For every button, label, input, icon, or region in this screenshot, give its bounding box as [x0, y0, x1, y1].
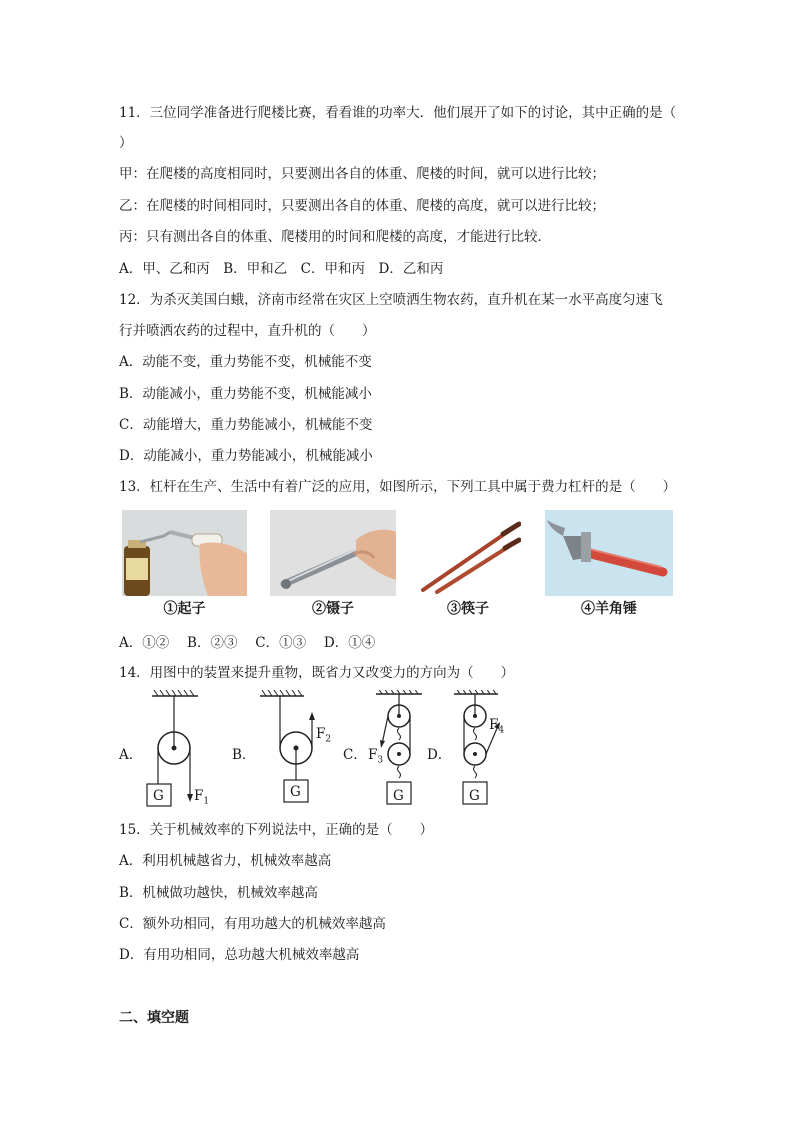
q14-force-f2: $F_2$: [316, 726, 332, 745]
q13-stem: 13．杠杆在生产、生活中有着广泛的应用，如图所示，下列工具中属于费力杠杆的是（ ）: [119, 479, 677, 495]
tweezers-picture: [270, 510, 396, 596]
q14-force-f4: $F_4$: [489, 717, 505, 736]
q15-option-b: B．机械做功越快，机械效率越高: [119, 885, 318, 901]
caption-1: ①起子: [163, 601, 206, 617]
q12-stem-line1: 12．为杀灭美国白蛾，济南市经常在灾区上空喷洒生物农药，直升机在某一水平高度匀速飞: [119, 292, 663, 308]
q11-yi: 乙：在爬楼的时间相同时，只要测出各自的体重、爬楼的高度，就可以进行比较；: [119, 198, 605, 214]
q15-option-d: D．有用功相同，总功越大机械效率越高: [119, 947, 360, 963]
q11-stem-end: ）: [119, 135, 133, 151]
q14-stem: 14．用图中的装置来提升重物，既省力又改变力的方向为（ ）: [119, 665, 515, 681]
q14-label-b: B．: [232, 747, 256, 763]
q12-option-c: C．动能增大，重力势能减小，机械能不变: [119, 417, 373, 433]
q11-stem: 11．三位同学准备进行爬楼比赛，看看谁的功率大．他们展开了如下的讨论，其中正确的是（: [119, 105, 677, 121]
q15-stem: 15．关于机械效率的下列说法中，正确的是（ ）: [119, 822, 434, 838]
q14-force-f1: $F_1$: [194, 788, 210, 807]
q15-option-c: C．额外功相同，有用功越大的机械效率越高: [119, 916, 386, 932]
section-heading: 二、填空题: [119, 1010, 189, 1026]
tool-photo-claw-hammer: [545, 510, 673, 620]
q12-option-a: A．动能不变，重力势能不变，机械能不变: [119, 354, 372, 370]
q14-weight-c: G: [393, 788, 404, 804]
q14-force-f3: $F_3$: [368, 747, 384, 766]
q14-weight-d: G: [469, 788, 480, 804]
caption-4: ④羊角锤: [581, 601, 637, 617]
q13-options: A．①② B．②③ C．①③ D．①④: [119, 635, 376, 651]
q14-weight-a: G: [153, 788, 164, 804]
q11-options: A．甲、乙和丙 B．甲和乙 C．甲和丙 D．乙和丙: [119, 261, 444, 277]
claw-hammer-picture: [545, 510, 673, 596]
caption-3: ③筷子: [447, 601, 489, 617]
tool-photo-bottle-opener: [122, 510, 247, 620]
q14-label-d: D．: [427, 747, 452, 763]
pulley-block-d-diagram: [452, 690, 512, 810]
tool-photo-chopsticks: [415, 510, 521, 620]
q14-label-a: A．: [119, 747, 143, 763]
q15-option-a: A．利用机械越省力，机械效率越高: [119, 853, 332, 869]
chopsticks-picture: [415, 510, 521, 596]
q14-label-c: C．: [343, 747, 367, 763]
bottle-opener-picture: [122, 510, 247, 596]
caption-2: ②镊子: [312, 601, 354, 617]
q14-weight-b: G: [290, 784, 301, 800]
q12-option-d: D．动能减小，重力势能减小，机械能减小: [119, 448, 373, 464]
q12-option-b: B．动能减小，重力势能不变，机械能减小: [119, 386, 372, 402]
q12-stem-line2: 行并喷洒农药的过程中，直升机的（ ）: [119, 323, 376, 339]
tool-photo-tweezers: [270, 510, 396, 620]
q11-bing: 丙：只有测出各自的体重、爬楼用的时间和爬楼的高度，才能进行比较．: [119, 229, 551, 245]
q11-jia: 甲：在爬楼的高度相同时，只要测出各自的体重、爬楼的时间，就可以进行比较；: [119, 166, 605, 182]
